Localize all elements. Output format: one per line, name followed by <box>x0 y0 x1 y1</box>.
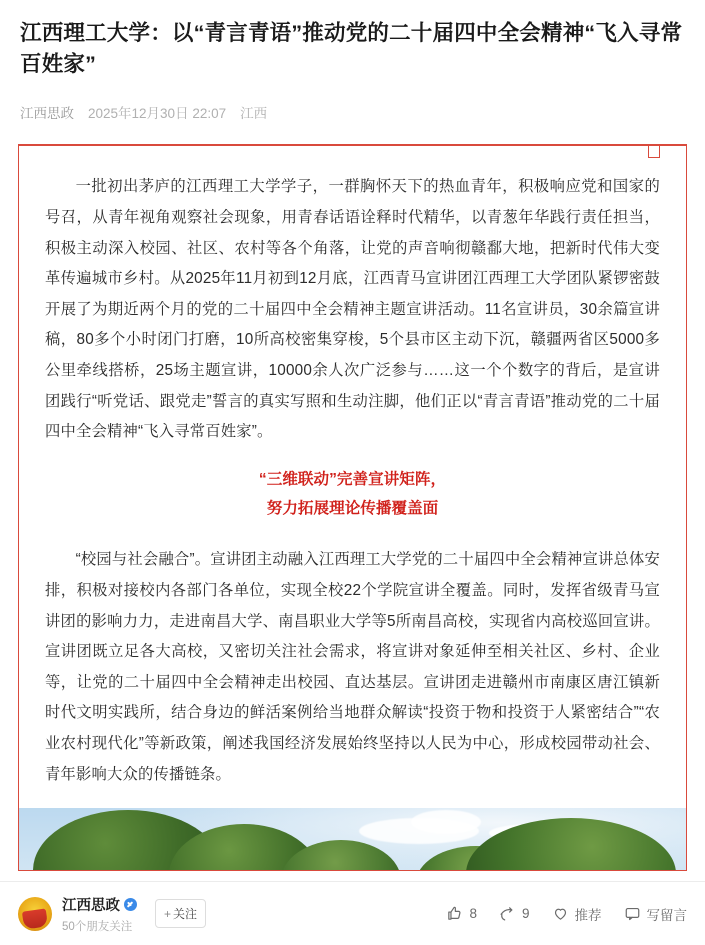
heart-icon <box>552 905 569 922</box>
follow-button[interactable] <box>155 899 206 928</box>
like-count: 8 <box>469 906 477 921</box>
article-header <box>0 0 705 122</box>
publisher-name-row <box>62 894 137 915</box>
flame-avatar-icon[interactable] <box>18 897 52 931</box>
plus-icon: + <box>164 906 172 921</box>
cloud-shape <box>411 810 481 834</box>
publisher-name[interactable]: 江西思政 <box>62 897 120 914</box>
meta-timestamp: 2025年12月30日 22:07 <box>88 106 227 122</box>
card-notch-decoration <box>648 144 660 158</box>
publisher-info <box>62 894 137 934</box>
body-paragraph: 一批初出茅庐的江西理工大学学子，一群胸怀天下的热血青年，积极响应党和国家的号召，从青年视角观察社会现象，用青春话语诠释时代精华，以青葱年华践行责任担当，积极主动深入校园、社区、农村等各个角落，让党的声音响彻赣鄱大地，把新时代伟大变革传遍城市乡村。从2025年11月初到12月底，江西青马宣讲团江西理工大学团队紧锣密鼓开展了为期近两个月的党的二十届四中全会精神主题宣讲活动。11名宣讲员，30余篇宣讲稿，80多个小时闭门打磨，10所高校密集穿梭，5个县市区主动下沉，赣疆两省区5000多公里牵线搭桥，25场主题宣讲，10000余人次广泛参与……这一个个数字的背后，是宣讲团践行“听党话、跟党走”誓言的真实写照和生动注脚，他们正以“青言青语”推动党的二十届四中全会精神“飞入寻常百姓家”。 <box>45 178 660 441</box>
comment-button[interactable] <box>624 904 688 924</box>
comment-label: 写留言 <box>646 907 687 923</box>
subheading-line-2: 努力拓展理论传播覆盖面 <box>266 499 439 517</box>
article-photo <box>19 808 686 871</box>
share-icon <box>499 905 516 922</box>
recommend-button[interactable] <box>552 904 602 924</box>
article-body-card <box>18 144 687 871</box>
like-button[interactable] <box>446 905 477 922</box>
page-title: 江西理工大学：以“青言青语”推动党的二十届四中全会精神“飞入寻常百姓家” <box>20 21 683 77</box>
recommend-label: 推荐 <box>574 907 602 923</box>
meta-location: 江西 <box>240 106 268 122</box>
body-paragraph: “校园与社会融合”。宣讲团主动融入江西理工大学党的二十届四中全会精神宣讲总体安排，积极对接校内各部门各单位，实现全校22个学院宣讲全覆盖。同时，发挥省级青马宣讲团的影响力力，走进南昌大学、南昌职业大学等5所南昌高校，实现省内高校巡回宣讲。宣讲团既立足各大高校，又密切关注社会需求，将宣讲对象延伸至相关社区、乡村、企业等，让党的二十届四中全会精神走出校园、直达基层。宣讲团走进赣州市南康区唐江镇新时代文明实践所，结合身边的鲜活案例给当地群众解读“投资于物和投资于人紧密结合”“农业农村现代化”等新政策，阐述我国经济发展始终坚持以人民为中心，形成校园带动社会、青年影响大众的传播链条。 <box>45 551 660 783</box>
comment-icon <box>624 905 641 922</box>
action-buttons <box>446 904 687 924</box>
subheading-line-1: “三维联动”完善宣讲矩阵， <box>258 470 447 488</box>
thumbs-up-icon <box>446 905 463 922</box>
verified-badge-icon <box>124 898 137 911</box>
section-subheading <box>45 466 660 524</box>
article-meta <box>20 102 685 122</box>
share-count: 9 <box>521 906 530 921</box>
followers-count: 50个朋友关注 <box>62 920 133 933</box>
follow-button-label: 关注 <box>173 907 198 921</box>
share-button[interactable] <box>499 905 530 922</box>
publisher-action-bar <box>0 881 705 945</box>
meta-source[interactable]: 江西思政 <box>20 106 74 122</box>
